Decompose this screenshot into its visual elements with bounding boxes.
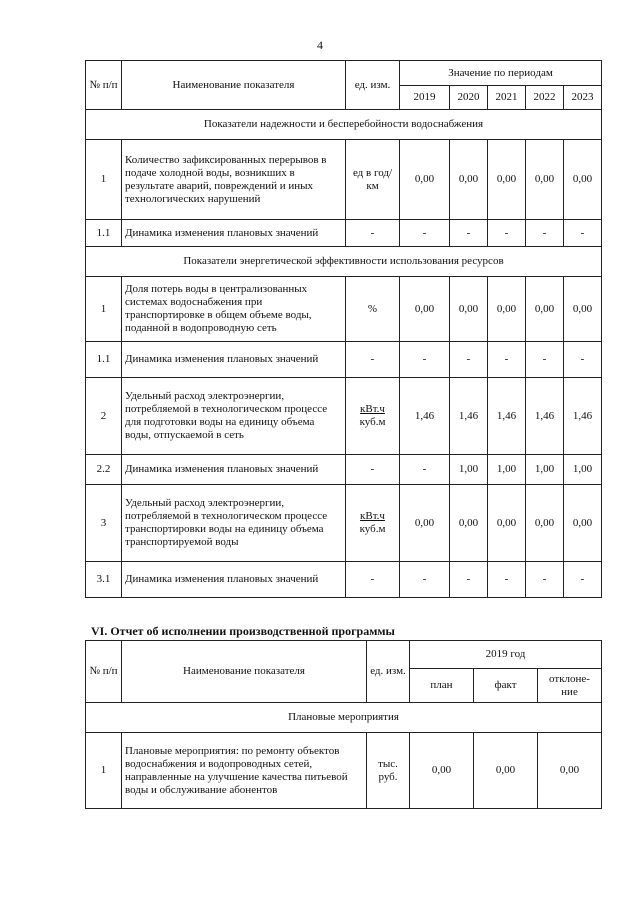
row-value: - bbox=[450, 562, 488, 598]
row-value: - bbox=[526, 342, 564, 378]
header-deviation: отклоне-ние bbox=[538, 669, 602, 703]
row-value: 1,46 bbox=[526, 378, 564, 455]
row-value: 1,46 bbox=[488, 378, 526, 455]
unit-denominator: куб.м bbox=[359, 523, 386, 535]
row-value: 0,00 bbox=[488, 485, 526, 562]
row-value: 0,00 bbox=[526, 277, 564, 342]
row-name: Удельный расход электроэнергии, потребляемой в технологическом процессе для подготовки воды на единицу объема воды, отпускаемой в сеть bbox=[122, 378, 346, 455]
section-heading: VI. Отчет об исполнении производственной программы bbox=[91, 624, 395, 638]
row-value: 0,00 bbox=[564, 140, 602, 220]
row-num: 2.2 bbox=[86, 455, 122, 485]
row-name: Доля потерь воды в централизованных системах водоснабжения при транспортировке в общем объеме воды, поданной в водопроводную сеть bbox=[122, 277, 346, 342]
row-value: - bbox=[526, 562, 564, 598]
header-name: Наименование показателя bbox=[122, 641, 367, 703]
header-year: 2019 bbox=[400, 86, 450, 110]
row-unit bbox=[346, 485, 400, 562]
header-year: 2022 bbox=[526, 86, 564, 110]
page-number: 4 bbox=[317, 38, 323, 52]
row-num: 2 bbox=[86, 378, 122, 455]
row-value: 0,00 bbox=[526, 140, 564, 220]
row-num: 3 bbox=[86, 485, 122, 562]
row-name: Динамика изменения плановых значений bbox=[122, 342, 346, 378]
table-row bbox=[86, 455, 602, 485]
row-value: - bbox=[488, 220, 526, 247]
row-value: - bbox=[400, 562, 450, 598]
header-unit: ед. изм. bbox=[367, 641, 410, 703]
unit-numerator: кВт.ч bbox=[360, 510, 385, 522]
table-row bbox=[86, 342, 602, 378]
row-name: Плановые мероприятия: по ремонту объектов водоснабжения и водопроводных сетей, направленные на улучшение качества питьевой воды и обслуживание абонентов bbox=[122, 733, 367, 809]
row-unit: тыс. руб. bbox=[367, 733, 410, 809]
table-row bbox=[86, 378, 602, 455]
row-value: - bbox=[488, 562, 526, 598]
row-num: 1.1 bbox=[86, 220, 122, 247]
row-value: - bbox=[400, 342, 450, 378]
row-unit: - bbox=[346, 220, 400, 247]
row-value: 0,00 bbox=[450, 277, 488, 342]
section-reliability: Показатели надежности и бесперебойности водоснабжения bbox=[86, 110, 602, 140]
row-num: 3.1 bbox=[86, 562, 122, 598]
row-unit: - bbox=[346, 455, 400, 485]
row-value: - bbox=[564, 562, 602, 598]
row-name: Количество зафиксированных перерывов в подаче холодной воды, возникших в результате аварий, повреждений и иных технологических нарушений bbox=[122, 140, 346, 220]
row-value: 0,00 bbox=[564, 277, 602, 342]
row-value: 1,46 bbox=[400, 378, 450, 455]
header-year: 2023 bbox=[564, 86, 602, 110]
row-value: 0,00 bbox=[538, 733, 602, 809]
header-name: Наименование показателя bbox=[122, 61, 346, 110]
row-value: 1,00 bbox=[450, 455, 488, 485]
row-value: - bbox=[400, 220, 450, 247]
row-value: 0,00 bbox=[400, 485, 450, 562]
header-year: 2021 bbox=[488, 86, 526, 110]
table-row bbox=[86, 485, 602, 562]
header-periods: Значение по периодам bbox=[400, 61, 602, 86]
row-value: 0,00 bbox=[450, 485, 488, 562]
row-num: 1 bbox=[86, 277, 122, 342]
row-value: - bbox=[450, 342, 488, 378]
row-value: 1,00 bbox=[526, 455, 564, 485]
row-value: 0,00 bbox=[488, 140, 526, 220]
row-value: 0,00 bbox=[526, 485, 564, 562]
table-row bbox=[86, 733, 602, 809]
row-num: 1.1 bbox=[86, 342, 122, 378]
row-value: - bbox=[488, 342, 526, 378]
row-num: 1 bbox=[86, 140, 122, 220]
row-value: 1,46 bbox=[450, 378, 488, 455]
row-value: 0,00 bbox=[400, 277, 450, 342]
row-value: 1,46 bbox=[564, 378, 602, 455]
row-value: 0,00 bbox=[410, 733, 474, 809]
row-unit: - bbox=[346, 562, 400, 598]
table-row bbox=[86, 220, 602, 247]
row-unit: % bbox=[346, 277, 400, 342]
row-unit bbox=[346, 378, 400, 455]
row-value: 0,00 bbox=[474, 733, 538, 809]
row-unit: - bbox=[346, 342, 400, 378]
row-value: 0,00 bbox=[564, 485, 602, 562]
row-value: - bbox=[564, 220, 602, 247]
row-value: - bbox=[564, 342, 602, 378]
header-num: № п/п bbox=[86, 61, 122, 110]
header-num: № п/п bbox=[86, 641, 122, 703]
header-fact: факт bbox=[474, 669, 538, 703]
header-plan: план bbox=[410, 669, 474, 703]
row-value: - bbox=[450, 220, 488, 247]
row-num: 1 bbox=[86, 733, 122, 809]
header-unit: ед. изм. bbox=[346, 61, 400, 110]
row-name: Динамика изменения плановых значений bbox=[122, 220, 346, 247]
row-value: 1,00 bbox=[488, 455, 526, 485]
row-name: Удельный расход электроэнергии, потребляемой в технологическом процессе транспортировки воды на единицу объема транспортируемой воды bbox=[122, 485, 346, 562]
program-report-table bbox=[85, 640, 602, 809]
row-value: 1,00 bbox=[564, 455, 602, 485]
table-row bbox=[86, 140, 602, 220]
table-row bbox=[86, 562, 602, 598]
row-value: 0,00 bbox=[488, 277, 526, 342]
indicators-table bbox=[85, 60, 602, 598]
section-energy: Показатели энергетической эффективности использования ресурсов bbox=[86, 247, 602, 277]
row-name: Динамика изменения плановых значений bbox=[122, 562, 346, 598]
header-year: 2020 bbox=[450, 86, 488, 110]
row-name: Динамика изменения плановых значений bbox=[122, 455, 346, 485]
unit-numerator: кВт.ч bbox=[360, 403, 385, 415]
unit-denominator: куб.м bbox=[359, 416, 386, 428]
row-unit: ед в год/ км bbox=[346, 140, 400, 220]
table-row bbox=[86, 277, 602, 342]
row-value: - bbox=[526, 220, 564, 247]
row-value: - bbox=[400, 455, 450, 485]
header-year: 2019 год bbox=[410, 641, 602, 669]
section-planned-measures: Плановые мероприятия bbox=[86, 703, 602, 733]
row-value: 0,00 bbox=[450, 140, 488, 220]
row-value: 0,00 bbox=[400, 140, 450, 220]
